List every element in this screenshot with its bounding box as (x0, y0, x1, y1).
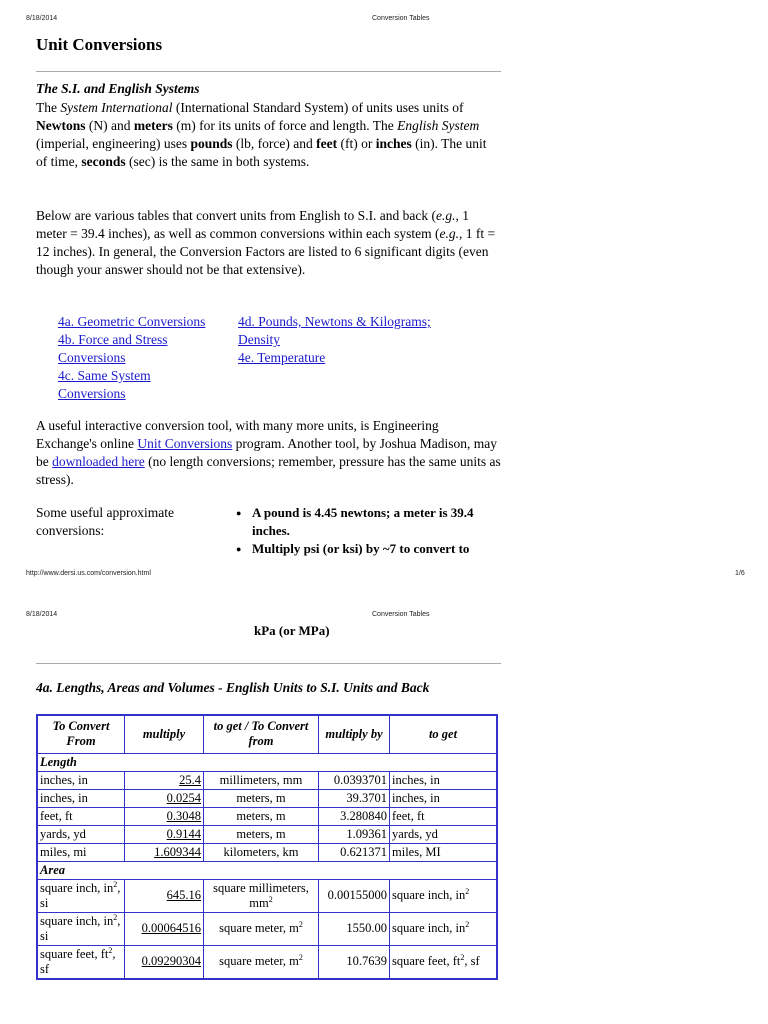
text-run: seconds (81, 154, 126, 169)
text-run: A useful interactive conversion tool, with many more units, is Engineering Exchange's online (36, 418, 439, 451)
text-run: e.g. (439, 226, 460, 241)
to-get-cell: meters, m (204, 825, 319, 843)
inline-link[interactable]: downloaded here (52, 454, 145, 469)
text-run: pounds (190, 136, 233, 151)
text-run: System International (60, 100, 173, 115)
table-group-row (37, 753, 497, 771)
column-header: To Convert From (37, 715, 125, 753)
text-run: Newtons (36, 118, 86, 133)
text-run: Below are various tables that convert units from English to S.I. and back ( (36, 208, 437, 223)
table-row (37, 807, 497, 825)
text-run: , 1 meter = 39.4 inches), as well as common conversions within each system ( (36, 208, 470, 241)
text-run: (imperial, engineering) uses (36, 136, 191, 151)
back-unit-cell: square feet, $ft^2$, sf (390, 945, 498, 979)
page1-footer-page: 1/6 (735, 570, 745, 577)
text-run: (in). The unit of time, (36, 136, 487, 169)
tables-paragraph (36, 207, 501, 279)
approx-conversions-list (232, 504, 497, 558)
to-get-cell: square meter, $m^2$ (204, 912, 319, 945)
column-header: multiply (125, 715, 204, 753)
link-force-stress-conversions[interactable]: 4b. Force and Stress Conversions (58, 332, 168, 365)
factor-back-cell: 0.0393701 (319, 771, 390, 789)
text-run: (lb, force) and (232, 136, 317, 151)
column-header: to get / To Convert from (204, 715, 319, 753)
link-same-system-conversions[interactable]: 4c. Same System Conversions (58, 368, 151, 401)
text-run: meters (133, 118, 173, 133)
page-title: Unit Conversions (36, 35, 163, 54)
page1-header-date: 8/18/2014 (26, 15, 58, 22)
page2-header-title: Conversion Tables (372, 611, 430, 618)
factor-back-cell: 1.09361 (319, 825, 390, 843)
text-run: (sec) is the same in both systems. (125, 154, 310, 169)
factor-back-cell: 1550.00 (319, 912, 390, 945)
page1-footer-url: http://www.dersi.us.com/conversion.html (26, 570, 151, 577)
table-row (37, 912, 497, 945)
factor-cell: 0.09290304 (125, 945, 204, 979)
group-label: Area (37, 861, 497, 879)
table-row (37, 879, 497, 912)
factor-back-cell: 10.7639 (319, 945, 390, 979)
factor-back-cell: 3.280840 (319, 807, 390, 825)
back-unit-cell: feet, ft (390, 807, 498, 825)
factor-cell: 1.609344 (125, 843, 204, 861)
convert-from-cell: square feet, $ft^2$, sf (37, 945, 125, 979)
to-get-cell: square meter, $m^2$ (204, 945, 319, 979)
text-run: (International Standard System) of units uses units of (172, 100, 464, 115)
tools-paragraph (36, 417, 501, 489)
convert-from-cell: miles, mi (37, 843, 125, 861)
text-run: (no length conversions; remember, pressure has the same units as stress). (36, 454, 501, 487)
factor-cell: 645.16 (125, 879, 204, 912)
group-label: Length (37, 753, 497, 771)
intro-paragraph (36, 99, 501, 171)
factor-cell: 0.3048 (125, 807, 204, 825)
back-unit-cell: miles, MI (390, 843, 498, 861)
table-row (37, 789, 497, 807)
to-get-cell: meters, m (204, 807, 319, 825)
factor-cell: 25.4 (125, 771, 204, 789)
title-divider (36, 71, 501, 72)
section-title-si-english: The S.I. and English Systems (36, 81, 200, 96)
list-item: ● Multiply psi (or ksi) by ~7 to convert to (232, 540, 497, 558)
factor-back-cell: 0.00155000 (319, 879, 390, 912)
link-temperature[interactable]: 4e. Temperature (238, 350, 326, 365)
convert-from-cell: square inch, $in^2$, si (37, 912, 125, 945)
section-divider (36, 663, 501, 664)
convert-from-cell: yards, yd (37, 825, 125, 843)
text-run: e.g. (436, 208, 456, 223)
convert-from-cell: square inch, $in^2$, si (37, 879, 125, 912)
back-unit-cell: square inch, $in^2$ (390, 879, 498, 912)
to-get-cell: meters, m (204, 789, 319, 807)
list-item: ● A pound is 4.45 newtons; a meter is 39.4 inches. (232, 504, 497, 540)
table-row (37, 945, 497, 979)
section-title-lengths-areas: 4a. Lengths, Areas and Volumes - English Units to S.I. Units and Back (36, 680, 430, 695)
continued-bullet-text: kPa (or MPa) (254, 623, 330, 638)
text-run: feet (316, 136, 338, 151)
convert-from-cell: inches, in (37, 789, 125, 807)
approx-conversions-label: Some useful approximate conversions: (36, 505, 174, 538)
conversion-table (36, 714, 498, 980)
inline-link[interactable]: Unit Conversions (137, 436, 233, 451)
page1-header-title: Conversion Tables (372, 15, 430, 22)
to-get-cell: millimeters, mm (204, 771, 319, 789)
back-unit-cell: inches, in (390, 771, 498, 789)
back-unit-cell: square inch, $in^2$ (390, 912, 498, 945)
text-run: English System (397, 118, 480, 133)
factor-cell: 0.00064516 (125, 912, 204, 945)
text-run: , 1 ft = 12 inches). In general, the Conversion Factors are listed to 6 significant digits (even though your answer should not be that extensive). (36, 226, 496, 277)
text-run: The (36, 100, 61, 115)
text-run: program. Another tool, by Joshua Madison, may be (36, 436, 498, 469)
table-group-row (37, 861, 497, 879)
link-geometric-conversions[interactable]: 4a. Geometric Conversions (58, 314, 206, 329)
text-run: (ft) or (337, 136, 376, 151)
table-row (37, 843, 497, 861)
convert-from-cell: feet, ft (37, 807, 125, 825)
link-pounds-newtons-kilograms[interactable]: 4d. Pounds, Newtons & Kilograms; Density (238, 314, 431, 347)
factor-cell: 0.9144 (125, 825, 204, 843)
page2-header-date: 8/18/2014 (26, 611, 58, 618)
table-row (37, 825, 497, 843)
factor-cell: 0.0254 (125, 789, 204, 807)
column-header: to get (390, 715, 498, 753)
convert-from-cell: inches, in (37, 771, 125, 789)
text-run: inches (375, 136, 412, 151)
factor-back-cell: 39.3701 (319, 789, 390, 807)
back-unit-cell: inches, in (390, 789, 498, 807)
text-run: (N) and (85, 118, 134, 133)
to-get-cell: kilometers, km (204, 843, 319, 861)
to-get-cell: square millimeters, $mm^2$ (204, 879, 319, 912)
text-run: (m) for its units of force and length. The (172, 118, 398, 133)
back-unit-cell: yards, yd (390, 825, 498, 843)
column-header: multiply by (319, 715, 390, 753)
table-row (37, 771, 497, 789)
factor-back-cell: 0.621371 (319, 843, 390, 861)
